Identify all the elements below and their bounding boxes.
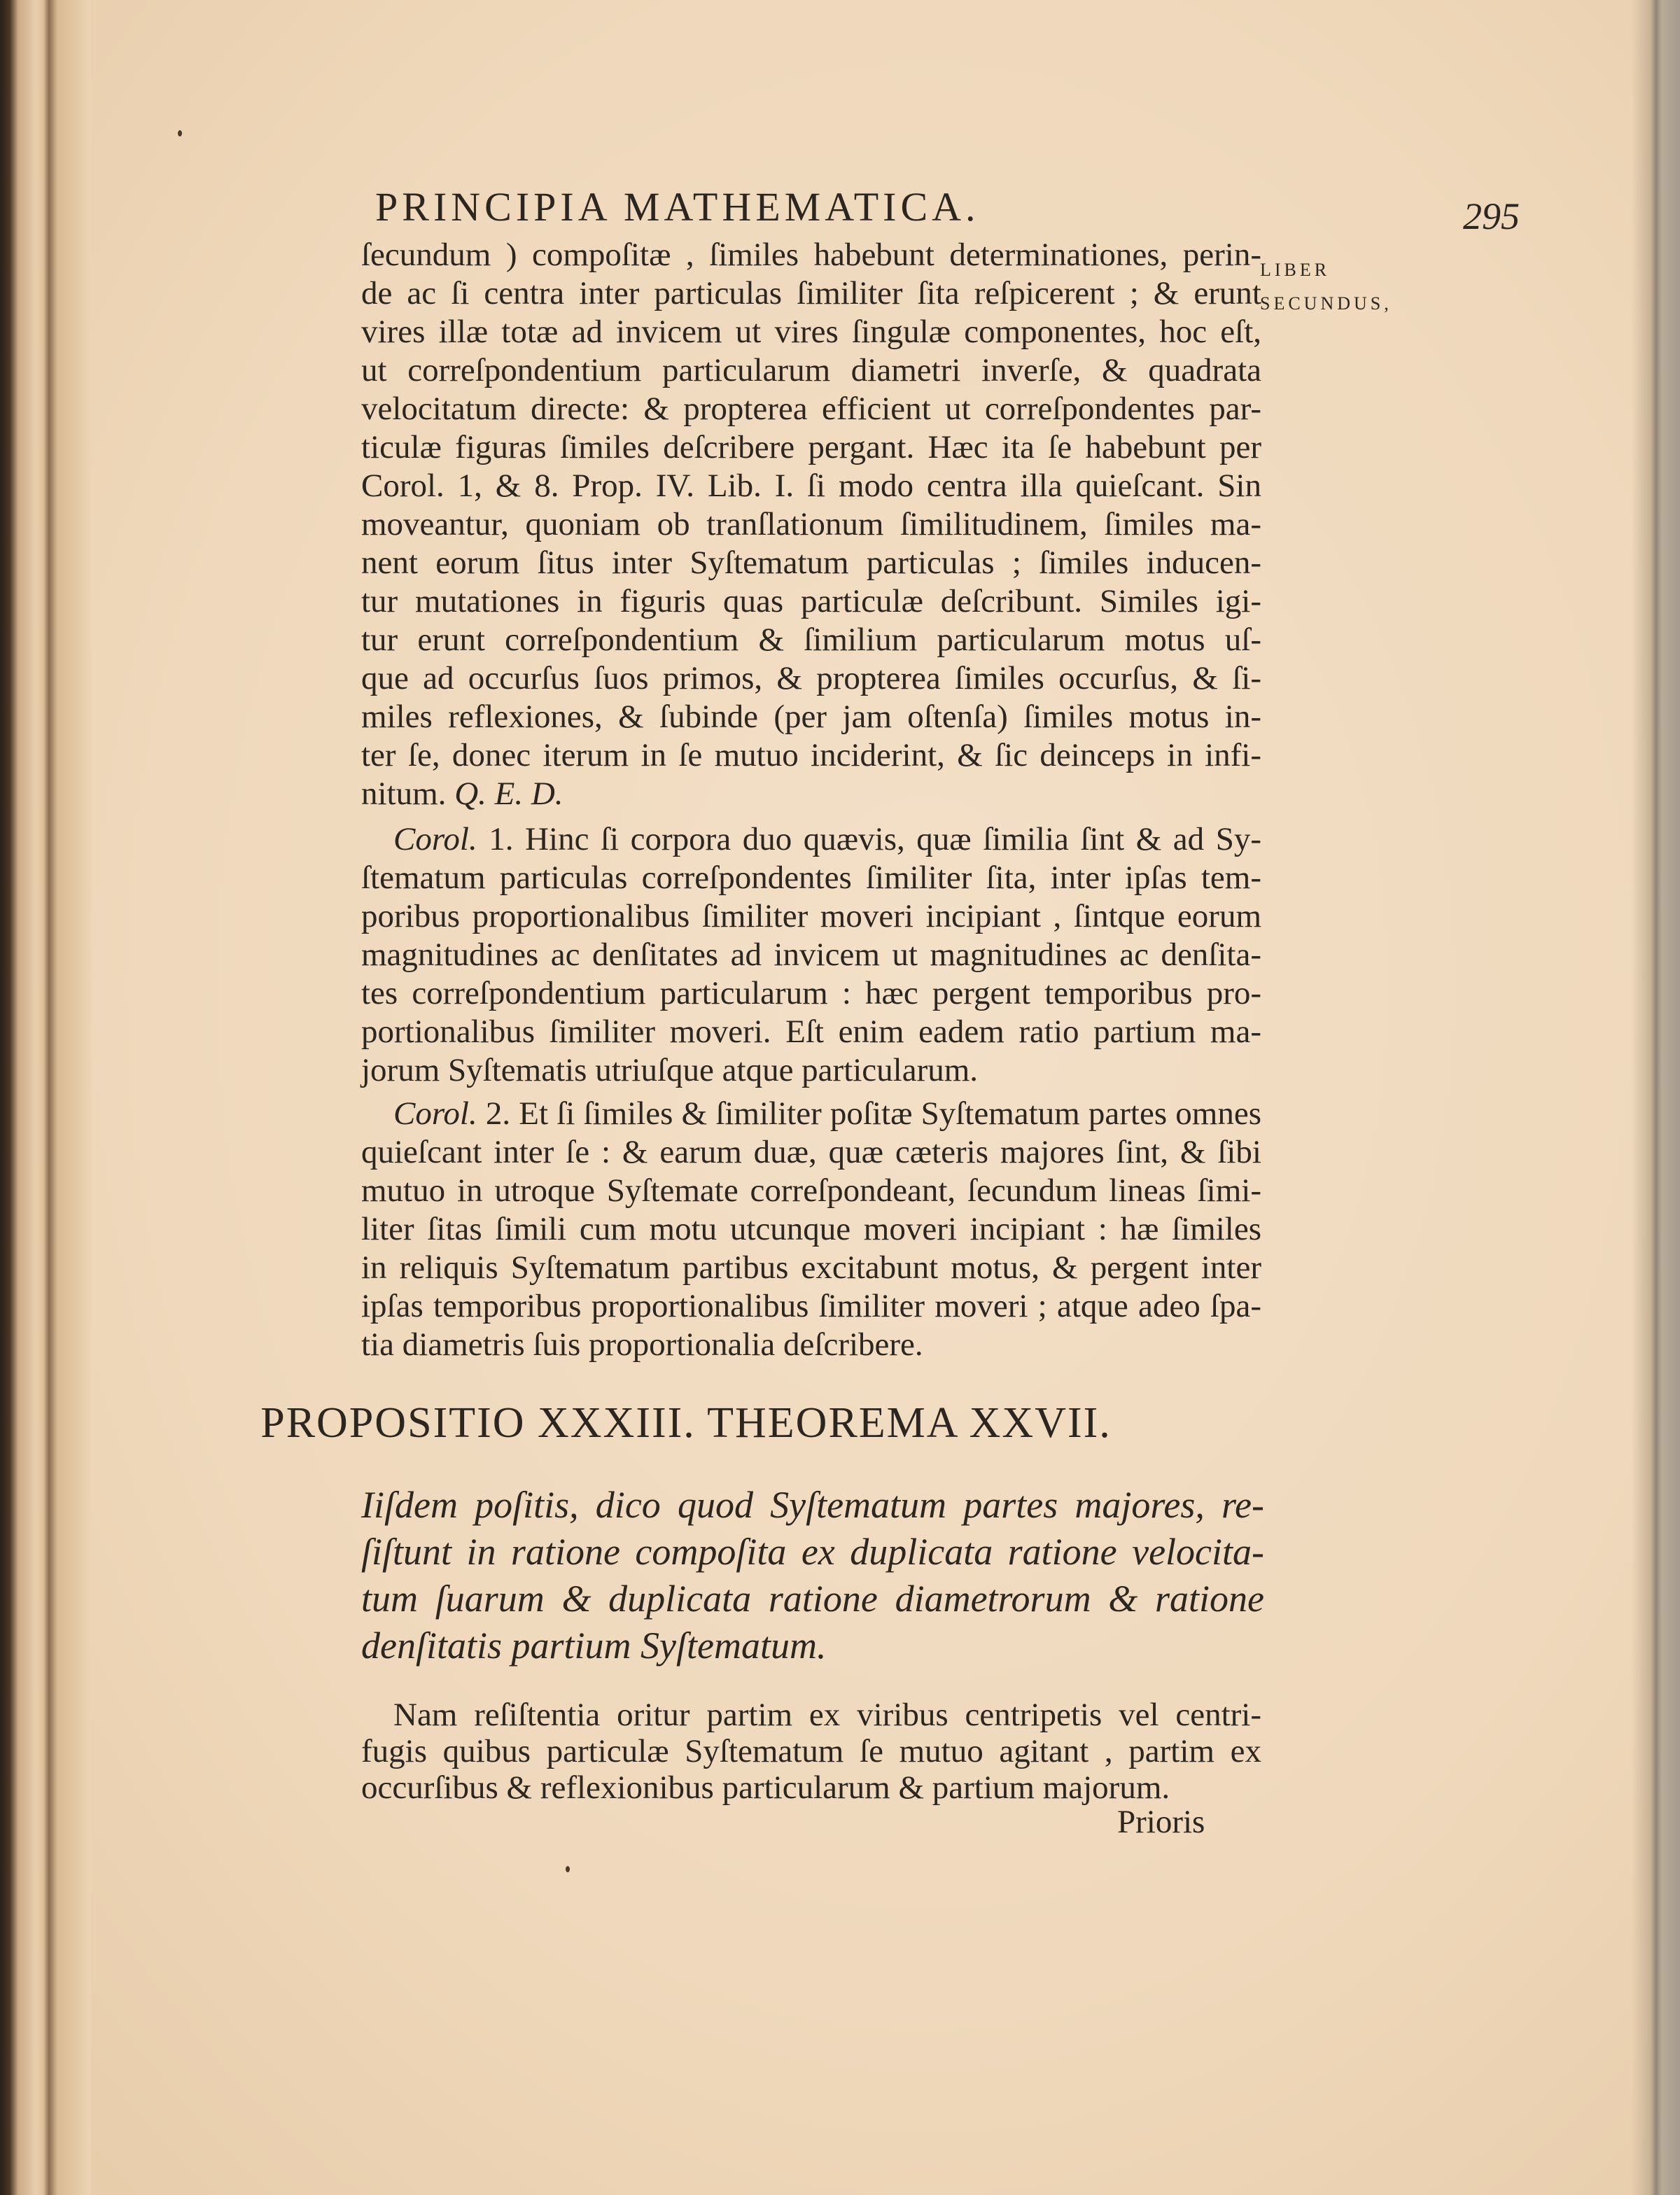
text-line <box>361 820 1261 859</box>
text-line <box>361 467 1261 505</box>
text-line <box>361 736 1261 775</box>
text-line <box>361 390 1261 428</box>
text-line <box>361 1326 1261 1364</box>
line-text: in reliquis Syſtematum partibus excitabunt motus, & pergent inter <box>361 1249 1261 1286</box>
text-line <box>361 1482 1264 1529</box>
margin-note-liber: LIBER <box>1260 260 1331 280</box>
line-text: quieſcant inter ſe : & earum duæ, quæ cæteris majores ſint, & ſibi <box>361 1134 1261 1170</box>
line-text: ſecundum ) compoſitæ , ſimiles habebunt determinationes, perin- <box>361 237 1261 273</box>
text-line <box>361 1051 1261 1090</box>
proof-paragraph <box>361 1697 1261 1806</box>
corollary-2 <box>361 1095 1261 1364</box>
right-page-edge <box>1631 0 1680 2195</box>
line-text: ſiſtunt in ratione compoſita ex duplicata ratione velocita- <box>361 1531 1264 1573</box>
text-line <box>361 1769 1261 1806</box>
text-line <box>361 313 1261 351</box>
line-text: velocitatum directe: & propterea efficient ut correſpondentes par- <box>361 391 1261 427</box>
line-text: nent eorum ſitus inter Syſtematum particulas ; ſimiles inducen- <box>361 545 1261 581</box>
page-number: 295 <box>1463 195 1520 237</box>
text-line <box>361 582 1261 621</box>
line-text: Corol. 1, & 8. Prop. IV. Lib. I. ſi modo centra illa quieſcant. Sin <box>361 468 1261 504</box>
line-text: tum ſuarum & duplicata ratione diametrorum & ratione <box>361 1578 1264 1620</box>
ink-speck <box>178 130 182 136</box>
text-line <box>361 698 1261 736</box>
text-line <box>361 1576 1264 1622</box>
text-line <box>361 1529 1264 1576</box>
text-line <box>361 351 1261 390</box>
line-text: miles reflexiones, & ſubinde (per jam oſtenſa) ſimiles motus in- <box>361 699 1261 735</box>
corollary-label: Corol. <box>393 821 477 857</box>
line-text: Iiſdem poſitis, dico quod Syſtematum partes majores, re- <box>361 1484 1264 1526</box>
left-page-edge <box>0 0 91 2195</box>
line-text: moveantur, quoniam ob tranſlationum ſimilitudinem, ſimiles ma- <box>361 506 1261 542</box>
line-text: poribus proportionalibus ſimiliter moveri incipiant , ſintque eorum <box>361 898 1261 934</box>
text-line <box>361 621 1261 659</box>
text-line <box>361 1013 1261 1051</box>
text-line <box>361 1210 1261 1249</box>
text-line <box>361 1172 1261 1210</box>
text-line <box>361 428 1261 467</box>
margin-note <box>1260 253 1392 321</box>
text-line <box>361 897 1261 936</box>
line-text: liter ſitas ſimili cum motu utcunque moveri incipiant : hæ ſimiles <box>361 1211 1261 1247</box>
text-line <box>361 505 1261 544</box>
line-text: nitum. <box>361 776 447 812</box>
text-line <box>361 236 1261 274</box>
line-text: 2. Et ſi ſimiles & ſimiliter poſitæ Syſtematum partes omnes <box>485 1095 1261 1132</box>
line-text: portionalibus ſimiliter moveri. Eſt enim eadem ratio partium ma- <box>361 1014 1261 1050</box>
ink-speck <box>566 1866 570 1872</box>
line-text: tes correſpondentium particularum : hæc pergent temporibus pro- <box>361 975 1261 1011</box>
text-line <box>361 974 1261 1013</box>
line-text: fugis quibus particulæ Syſtematum ſe mutuo agitant , partim ex <box>361 1733 1261 1769</box>
qed-mark: Q. E. D. <box>454 776 564 812</box>
line-text: ticulæ figuras ſimiles deſcribere pergant. Hæc ita ſe habebunt per <box>361 429 1261 465</box>
line-text: de ac ſi centra inter particulas ſimiliter ſita reſpicerent ; & erunt <box>361 275 1261 311</box>
theorem-statement <box>361 1482 1264 1669</box>
margin-note-secundus: SECUNDUS, <box>1260 293 1392 314</box>
text-line <box>361 1287 1261 1326</box>
line-text: occurſibus & reflexionibus particularum & partium majorum. <box>361 1769 1170 1806</box>
line-text: mutuo in utroque Syſtemate correſpondeant, ſecundum lineas ſimi- <box>361 1172 1261 1209</box>
line-text: tia diametris ſuis proportionalia deſcribere. <box>361 1326 923 1363</box>
running-head: PRINCIPIA MATHEMATICA. <box>375 184 980 230</box>
line-text: ter ſe, donec iterum in ſe mutuo inciderint, & ſic deinceps in infi- <box>361 737 1261 773</box>
text-line <box>361 1622 1264 1669</box>
paragraph-1 <box>361 236 1261 813</box>
text-line <box>361 1733 1261 1769</box>
text-line <box>361 936 1261 974</box>
line-text: ut correſpondentium particularum diametri inverſe, & quadrata <box>361 352 1261 388</box>
line-text: Nam reſiſtentia oritur partim ex viribus centripetis vel centri- <box>393 1697 1261 1733</box>
catchword: Prioris <box>1117 1804 1205 1840</box>
text-line <box>361 1133 1261 1172</box>
text-line <box>361 659 1261 698</box>
text-line <box>361 1095 1261 1133</box>
proposition-heading: PROPOSITIO XXXIII. THEOREMA XXVII. <box>260 1399 1112 1447</box>
text-line <box>361 775 1261 813</box>
corollary-1 <box>361 820 1261 1090</box>
line-text: que ad occurſus ſuos primos, & propterea ſimiles occurſus, & ſi- <box>361 660 1261 696</box>
line-text: 1. Hinc ſi corpora duo quævis, quæ ſimilia ſint & ad Sy- <box>489 821 1262 857</box>
line-text: ipſas temporibus proportionalibus ſimiliter moveri ; atque adeo ſpa- <box>361 1288 1261 1324</box>
line-text: ſtematum particulas correſpondentes ſimiliter ſita, inter ipſas tem- <box>361 860 1261 896</box>
line-text: tur erunt correſpondentium & ſimilium particularum motus uſ- <box>361 622 1261 658</box>
text-line <box>361 859 1261 897</box>
text-line <box>361 544 1261 582</box>
corollary-label: Corol. <box>393 1095 477 1132</box>
line-text: jorum Syſtematis utriuſque atque particularum. <box>361 1052 979 1088</box>
text-line <box>361 274 1261 313</box>
text-line <box>361 1249 1261 1287</box>
line-text: vires illæ totæ ad invicem ut vires ſingulæ componentes, hoc eſt, <box>361 314 1261 350</box>
line-text: magnitudines ac denſitates ad invicem ut magnitudines ac denſita- <box>361 937 1261 973</box>
line-text: denſitatis partium Syſtematum. <box>361 1625 827 1667</box>
text-line <box>361 1697 1261 1733</box>
line-text: tur mutationes in figuris quas particulæ deſcribunt. Similes igi- <box>361 583 1261 619</box>
